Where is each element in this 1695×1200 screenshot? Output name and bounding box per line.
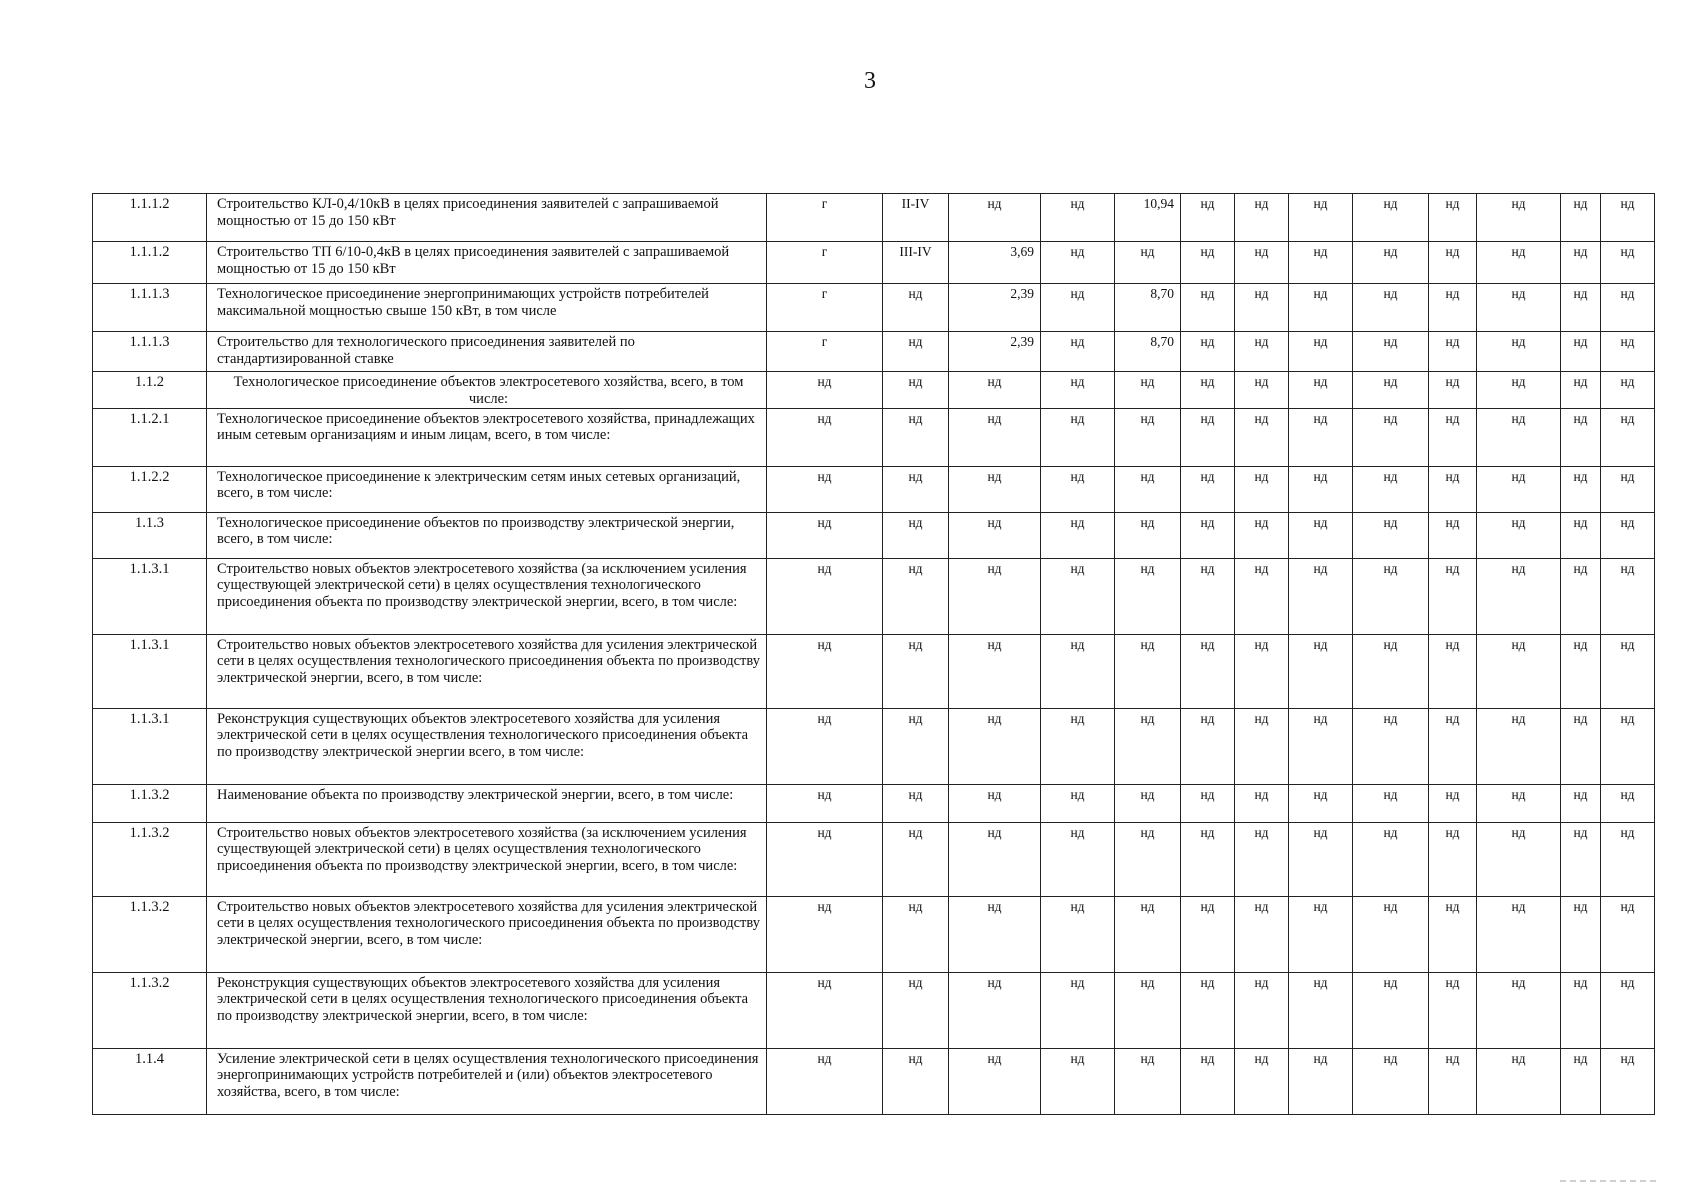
value-cell: нд: [1181, 466, 1235, 512]
value-cell: нд: [1235, 408, 1289, 466]
value-cell: нд: [883, 512, 949, 558]
value-cell: нд: [1115, 512, 1181, 558]
value-cell: нд: [1601, 822, 1655, 896]
value-cell: нд: [1477, 408, 1561, 466]
value-cell: нд: [1115, 408, 1181, 466]
value-cell: нд: [1115, 466, 1181, 512]
table-row: [93, 822, 1655, 896]
value-cell: нд: [1601, 972, 1655, 1048]
value-cell: нд: [1353, 822, 1429, 896]
value-cell: нд: [1181, 558, 1235, 634]
value-cell: нд: [1289, 822, 1353, 896]
value-cell: нд: [949, 512, 1041, 558]
table-row: [93, 372, 1655, 409]
value-cell: нд: [767, 512, 883, 558]
value-cell: нд: [1181, 332, 1235, 372]
table-row: [93, 332, 1655, 372]
row-name: Усиление электрической сети в целях осуществления технологического присоединения энергопринимающих устройств потребителей и (или) объектов электросетевого хозяйства, всего, в том числе:: [207, 1048, 767, 1114]
value-cell: 2,39: [949, 284, 1041, 332]
value-cell: г: [767, 332, 883, 372]
value-cell: нд: [1181, 194, 1235, 242]
value-cell: нд: [1429, 512, 1477, 558]
value-cell: г: [767, 194, 883, 242]
value-cell: нд: [767, 408, 883, 466]
value-cell: нд: [1561, 466, 1601, 512]
value-cell: нд: [1235, 332, 1289, 372]
value-cell: нд: [1601, 512, 1655, 558]
row-name: Технологическое присоединение объектов электросетевого хозяйства, принадлежащих иным сетевым организациям и иным лицам, всего, в том числе:: [207, 408, 767, 466]
value-cell: нд: [1353, 558, 1429, 634]
value-cell: 10,94: [1115, 194, 1181, 242]
table-row: [93, 512, 1655, 558]
row-number: 1.1.3: [93, 512, 207, 558]
table-row: [93, 194, 1655, 242]
value-cell: нд: [1477, 822, 1561, 896]
row-name: Строительство новых объектов электросетевого хозяйства для усиления электрической сети в целях осуществления технологического присоединения объекта по производству электрической энергии, всего, в том числе:: [207, 634, 767, 708]
value-cell: нд: [1601, 1048, 1655, 1114]
value-cell: нд: [883, 332, 949, 372]
value-cell: нд: [949, 634, 1041, 708]
value-cell: нд: [1561, 372, 1601, 409]
row-number: 1.1.3.1: [93, 634, 207, 708]
value-cell: нд: [1041, 558, 1115, 634]
value-cell: нд: [1561, 332, 1601, 372]
value-cell: нд: [949, 708, 1041, 784]
value-cell: нд: [1235, 1048, 1289, 1114]
row-name: Технологическое присоединение энергопринимающих устройств потребителей максимальной мощностью свыше 150 кВт, в том числе: [207, 284, 767, 332]
value-cell: нд: [1601, 784, 1655, 822]
table-row: [93, 242, 1655, 284]
value-cell: нд: [1235, 466, 1289, 512]
value-cell: нд: [1477, 242, 1561, 284]
row-number: 1.1.3.2: [93, 822, 207, 896]
value-cell: нд: [1353, 708, 1429, 784]
value-cell: 8,70: [1115, 284, 1181, 332]
value-cell: нд: [1561, 408, 1601, 466]
value-cell: нд: [1601, 896, 1655, 972]
value-cell: нд: [1235, 194, 1289, 242]
value-cell: нд: [1429, 372, 1477, 409]
value-cell: нд: [1601, 372, 1655, 409]
value-cell: нд: [1601, 242, 1655, 284]
row-name: Строительство для технологического присоединения заявителей по стандартизированной ставке: [207, 332, 767, 372]
value-cell: нд: [1477, 1048, 1561, 1114]
value-cell: нд: [1041, 284, 1115, 332]
value-cell: нд: [1181, 512, 1235, 558]
value-cell: нд: [1235, 708, 1289, 784]
value-cell: 3,69: [949, 242, 1041, 284]
table-row: [93, 708, 1655, 784]
value-cell: нд: [949, 408, 1041, 466]
value-cell: нд: [1181, 708, 1235, 784]
value-cell: г: [767, 284, 883, 332]
value-cell: нд: [1289, 332, 1353, 372]
value-cell: нд: [883, 558, 949, 634]
value-cell: нд: [1601, 558, 1655, 634]
value-cell: нд: [1561, 972, 1601, 1048]
value-cell: нд: [1601, 634, 1655, 708]
value-cell: нд: [1289, 1048, 1353, 1114]
value-cell: нд: [1181, 284, 1235, 332]
value-cell: нд: [1181, 372, 1235, 409]
value-cell: нд: [767, 558, 883, 634]
value-cell: нд: [883, 708, 949, 784]
row-number: 1.1.3.2: [93, 896, 207, 972]
value-cell: нд: [1289, 408, 1353, 466]
value-cell: нд: [1289, 194, 1353, 242]
row-number: 1.1.3.1: [93, 708, 207, 784]
value-cell: нд: [1561, 242, 1601, 284]
value-cell: нд: [1041, 194, 1115, 242]
value-cell: нд: [949, 822, 1041, 896]
value-cell: нд: [1429, 634, 1477, 708]
value-cell: нд: [1353, 284, 1429, 332]
value-cell: нд: [1115, 634, 1181, 708]
value-cell: нд: [1561, 284, 1601, 332]
value-cell: нд: [1601, 332, 1655, 372]
value-cell: нд: [1477, 372, 1561, 409]
row-number: 1.1.1.3: [93, 332, 207, 372]
value-cell: нд: [1289, 284, 1353, 332]
value-cell: нд: [1115, 822, 1181, 896]
value-cell: нд: [1115, 242, 1181, 284]
row-name: Строительство новых объектов электросетевого хозяйства для усиления электрической сети в целях осуществления технологического присоединения объекта по производству электрической энергии, всего, в том числе:: [207, 896, 767, 972]
value-cell: нд: [1429, 896, 1477, 972]
value-cell: нд: [1477, 284, 1561, 332]
value-cell: нд: [1235, 512, 1289, 558]
value-cell: нд: [1115, 784, 1181, 822]
table-row: [93, 284, 1655, 332]
value-cell: нд: [1041, 1048, 1115, 1114]
table-row: [93, 896, 1655, 972]
value-cell: нд: [1235, 242, 1289, 284]
value-cell: нд: [1477, 784, 1561, 822]
value-cell: нд: [1353, 194, 1429, 242]
value-cell: нд: [949, 784, 1041, 822]
value-cell: нд: [1429, 408, 1477, 466]
value-cell: нд: [1429, 332, 1477, 372]
scan-artifact: [1560, 1180, 1660, 1182]
value-cell: нд: [1601, 466, 1655, 512]
value-cell: нд: [883, 372, 949, 409]
value-cell: нд: [1181, 822, 1235, 896]
value-cell: нд: [1353, 784, 1429, 822]
value-cell: нд: [949, 1048, 1041, 1114]
row-name: Реконструкция существующих объектов электросетевого хозяйства для усиления электрической сети в целях осуществления технологического присоединения объекта по производству электрической энергии, всего, в том числе:: [207, 972, 767, 1048]
value-cell: нд: [883, 466, 949, 512]
row-number: 1.1.2.1: [93, 408, 207, 466]
row-number: 1.1.3.2: [93, 784, 207, 822]
page-number: 3: [864, 68, 876, 94]
value-cell: нд: [1041, 242, 1115, 284]
value-cell: нд: [1561, 194, 1601, 242]
table-row: [93, 408, 1655, 466]
value-cell: нд: [1235, 972, 1289, 1048]
value-cell: нд: [1477, 512, 1561, 558]
value-cell: нд: [883, 284, 949, 332]
row-number: 1.1.3.2: [93, 972, 207, 1048]
table-row: [93, 972, 1655, 1048]
value-cell: нд: [883, 784, 949, 822]
value-cell: нд: [767, 466, 883, 512]
value-cell: нд: [1477, 466, 1561, 512]
value-cell: нд: [1041, 822, 1115, 896]
value-cell: нд: [1477, 194, 1561, 242]
row-name: Технологическое присоединение к электрическим сетям иных сетевых организаций, всего, в том числе:: [207, 466, 767, 512]
table-row: [93, 466, 1655, 512]
value-cell: нд: [1041, 512, 1115, 558]
row-number: 1.1.2.2: [93, 466, 207, 512]
value-cell: нд: [883, 896, 949, 972]
row-name: Реконструкция существующих объектов электросетевого хозяйства для усиления электрической сети в целях осуществления технологического присоединения объекта по производству электрической энергии всего, в том числе:: [207, 708, 767, 784]
value-cell: нд: [1353, 512, 1429, 558]
value-cell: 8,70: [1115, 332, 1181, 372]
value-cell: нд: [1181, 1048, 1235, 1114]
value-cell: III-IV: [883, 242, 949, 284]
value-cell: нд: [949, 896, 1041, 972]
value-cell: нд: [767, 972, 883, 1048]
value-cell: нд: [1477, 896, 1561, 972]
value-cell: нд: [1601, 708, 1655, 784]
value-cell: нд: [1115, 972, 1181, 1048]
value-cell: нд: [949, 972, 1041, 1048]
value-cell: нд: [1041, 466, 1115, 512]
value-cell: нд: [1477, 634, 1561, 708]
table-row: [93, 1048, 1655, 1114]
row-number: 1.1.3.1: [93, 558, 207, 634]
value-cell: нд: [1353, 896, 1429, 972]
value-cell: нд: [1041, 708, 1115, 784]
value-cell: нд: [883, 408, 949, 466]
value-cell: нд: [1235, 372, 1289, 409]
value-cell: нд: [949, 466, 1041, 512]
value-cell: нд: [1429, 708, 1477, 784]
row-name: Наименование объекта по производству электрической энергии, всего, в том числе:: [207, 784, 767, 822]
value-cell: нд: [1235, 822, 1289, 896]
value-cell: нд: [949, 194, 1041, 242]
value-cell: нд: [1041, 972, 1115, 1048]
value-cell: нд: [1429, 972, 1477, 1048]
table-row: [93, 634, 1655, 708]
value-cell: нд: [1429, 466, 1477, 512]
row-name: Строительство ТП 6/10-0,4кВ в целях присоединения заявителей с запрашиваемой мощностью от 15 до 150 кВт: [207, 242, 767, 284]
value-cell: нд: [1289, 242, 1353, 284]
value-cell: нд: [1429, 284, 1477, 332]
value-cell: нд: [1561, 1048, 1601, 1114]
value-cell: нд: [949, 372, 1041, 409]
value-cell: нд: [1235, 896, 1289, 972]
value-cell: нд: [1041, 332, 1115, 372]
value-cell: нд: [767, 372, 883, 409]
value-cell: нд: [1289, 372, 1353, 409]
table-row: [93, 784, 1655, 822]
value-cell: нд: [1181, 972, 1235, 1048]
value-cell: нд: [767, 1048, 883, 1114]
row-number: 1.1.1.2: [93, 242, 207, 284]
value-cell: нд: [1115, 1048, 1181, 1114]
row-number: 1.1.1.2: [93, 194, 207, 242]
value-cell: нд: [1181, 896, 1235, 972]
value-cell: нд: [1235, 784, 1289, 822]
value-cell: нд: [883, 1048, 949, 1114]
value-cell: нд: [1235, 284, 1289, 332]
value-cell: нд: [1561, 512, 1601, 558]
value-cell: нд: [883, 634, 949, 708]
value-cell: нд: [1429, 194, 1477, 242]
value-cell: нд: [1181, 784, 1235, 822]
value-cell: нд: [1235, 558, 1289, 634]
value-cell: нд: [1289, 466, 1353, 512]
value-cell: нд: [1289, 972, 1353, 1048]
value-cell: нд: [1353, 466, 1429, 512]
value-cell: нд: [1041, 896, 1115, 972]
value-cell: нд: [1561, 634, 1601, 708]
value-cell: нд: [1289, 708, 1353, 784]
value-cell: нд: [1601, 284, 1655, 332]
value-cell: нд: [1353, 972, 1429, 1048]
value-cell: нд: [1429, 784, 1477, 822]
value-cell: нд: [883, 822, 949, 896]
row-number: 1.1.1.3: [93, 284, 207, 332]
row-name: Технологическое присоединение объектов электросетевого хозяйства, всего, в том числе:: [207, 372, 767, 409]
value-cell: нд: [1289, 634, 1353, 708]
value-cell: нд: [767, 896, 883, 972]
value-cell: нд: [1041, 784, 1115, 822]
value-cell: нд: [1561, 896, 1601, 972]
value-cell: II-IV: [883, 194, 949, 242]
value-cell: нд: [1181, 242, 1235, 284]
value-cell: нд: [1429, 558, 1477, 634]
row-number: 1.1.4: [93, 1048, 207, 1114]
investment-program-table: [92, 193, 1655, 1115]
row-name: Строительство новых объектов электросетевого хозяйства (за исключением усиления существующей электрической сети) в целях осуществления технологического присоединения объекта по производству электрической энергии, всего, в том числе:: [207, 558, 767, 634]
table-row: [93, 558, 1655, 634]
value-cell: нд: [1477, 972, 1561, 1048]
value-cell: нд: [1041, 372, 1115, 409]
value-cell: нд: [1477, 708, 1561, 784]
value-cell: нд: [1353, 408, 1429, 466]
value-cell: нд: [767, 784, 883, 822]
value-cell: нд: [1561, 784, 1601, 822]
value-cell: нд: [883, 972, 949, 1048]
value-cell: нд: [1353, 1048, 1429, 1114]
value-cell: нд: [1477, 332, 1561, 372]
value-cell: нд: [1601, 194, 1655, 242]
value-cell: нд: [767, 634, 883, 708]
value-cell: нд: [1353, 634, 1429, 708]
value-cell: нд: [1115, 372, 1181, 409]
value-cell: нд: [1041, 634, 1115, 708]
value-cell: нд: [1429, 1048, 1477, 1114]
table-body: [93, 194, 1655, 1115]
value-cell: нд: [1289, 784, 1353, 822]
value-cell: нд: [1429, 822, 1477, 896]
value-cell: нд: [1181, 634, 1235, 708]
row-number: 1.1.2: [93, 372, 207, 409]
value-cell: нд: [1115, 708, 1181, 784]
value-cell: нд: [1561, 708, 1601, 784]
row-name: Технологическое присоединение объектов по производству электрической энергии, всего, в том числе:: [207, 512, 767, 558]
value-cell: нд: [949, 558, 1041, 634]
value-cell: нд: [1041, 408, 1115, 466]
value-cell: нд: [767, 708, 883, 784]
value-cell: нд: [1235, 634, 1289, 708]
value-cell: нд: [1289, 896, 1353, 972]
row-name: Строительство КЛ-0,4/10кВ в целях присоединения заявителей с запрашиваемой мощностью от 15 до 150 кВт: [207, 194, 767, 242]
value-cell: нд: [1477, 558, 1561, 634]
value-cell: нд: [1353, 242, 1429, 284]
value-cell: нд: [1429, 242, 1477, 284]
value-cell: нд: [1115, 896, 1181, 972]
value-cell: нд: [1289, 512, 1353, 558]
value-cell: нд: [1561, 558, 1601, 634]
value-cell: нд: [1561, 822, 1601, 896]
value-cell: нд: [1353, 372, 1429, 409]
row-name: Строительство новых объектов электросетевого хозяйства (за исключением усиления существующей электрической сети) в целях осуществления технологического присоединения объекта по производству электрической энергии, всего, в том числе:: [207, 822, 767, 896]
value-cell: нд: [1181, 408, 1235, 466]
value-cell: нд: [1601, 408, 1655, 466]
value-cell: нд: [1353, 332, 1429, 372]
value-cell: 2,39: [949, 332, 1041, 372]
value-cell: г: [767, 242, 883, 284]
value-cell: нд: [1115, 558, 1181, 634]
value-cell: нд: [767, 822, 883, 896]
value-cell: нд: [1289, 558, 1353, 634]
